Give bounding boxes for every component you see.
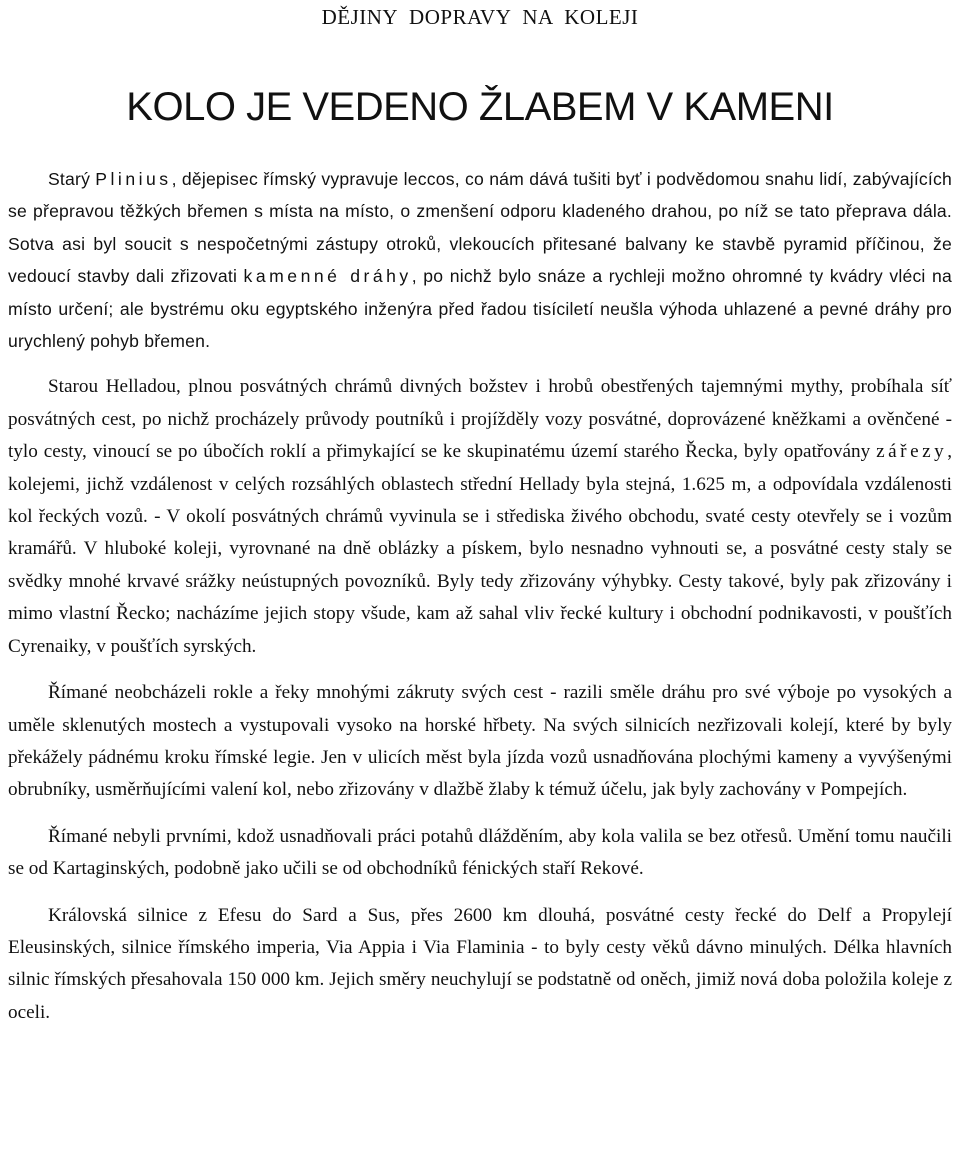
paragraph-1-middle: , dějepisec římský vypravuje leccos, co nám dává tušiti byť i podvědomou snahu lidí, zabývajících se přepravou těžkých břemen s místa na místo, o zmenšení odporu kladeného drahou, po níž se tato přeprava dála. Sotva asi byl soucit s nespočetnými zástupy otroků, vlekoucích přitesané balvany ke stavbě pyramid příčinou, že vedoucí stavby dali zřizovati — [8, 169, 953, 287]
body-text — [8, 163, 952, 1029]
spaced-term-zarezy: zářezy — [876, 441, 948, 463]
paragraph-1-end: , po nichž bylo snáze a rychleji možno ohromné ty kvádry vléci na místo určení; ale bystrému oku egyptského inženýra před řadou tisíciletí neušla výhoda uhlazené a pevné dráhy pro urychlený pohyb břemen. — [8, 266, 953, 352]
paragraph-1 — [8, 163, 952, 357]
paragraph-5: Královská silnice z Efesu do Sard a Sus, přes 2600 km dlouhá, posvátné cesty řecké do Delf a Propylejí Eleusinských, silnice římského imperia, Via Appia i Via Flaminia - to byly cesty věků dávno minulých. Délka hlavních silnic římských přesahovala 150 000 km. Jejich směry neuchylují se podstatně od oněch, jimiž nová doba položila koleje z oceli. — [8, 904, 952, 1023]
spaced-term-kamenne-drahy: kamenné dráhy — [243, 266, 412, 287]
spaced-name-plinius: Plinius — [95, 169, 172, 189]
paragraph-1-start: Starý — [48, 169, 96, 189]
paragraph-2-end: , kolejemi, jichž vzdálenost v celých rozsáhlých oblastech střední Hellady byla stejná, 1.625 m, a odpovídala vzdálenosti kol řeckých vozů. - V okolí posvátných chrámů vyvinula se i střediska živého obchodu, svaté cesty otevřely se i vozům kramářů. V hluboké koleji, vyrovnané na dně oblázky a pískem, bylo nesnadno vyhnouti se, a posvátné cesty staly se svědky mnohé krvavé srážky neústupných povozníků. Byly tedy zřizovány výhybky. Cesty takové, byly pak zřizovány i mimo vlastní Řecko; nacházíme jejich stopy všude, kam až sahal vliv řecké kultury i obchodní podnikavosti, v poušťích Cyrenaiky, v poušťích syrských. — [8, 441, 952, 657]
paragraph-4: Římané nebyli prvními, kdož usnadňovali práci potahů dlážděním, aby kola valila se bez otřesů. Umění tomu naučili se od Kartaginských, podobně jako učili se od obchodníků fénických staří Rekové. — [8, 825, 952, 880]
running-head: DĚJINY DOPRAVY NA KOLEJI — [321, 5, 639, 29]
paragraph-3: Římané neobcházeli rokle a řeky mnohými zákruty svých cest - razili směle dráhu pro své výboje po vysokých a uměle sklenutých mostech a vystupovali vysoko na horské hřbety. Na svých silnicích nezřizovali kolejí, které by byly překážely pádnému kroku římské legie. Jen v ulicích měst byla jízda vozů usnadňována plochými kameny a vyvýšenými obrubníky, usměrňujícími valení kol, nebo zřizovány v dlažbě žlaby k témuž účelu, jak byly zachovány v Pompejích. — [8, 682, 952, 801]
paragraph-2 — [8, 371, 952, 663]
chapter-title: KOLO JE VEDENO ŽLABEM V KAMENI — [126, 85, 834, 129]
paragraph-2-start: Starou Helladou, plnou posvátných chrámů divných božstev i hrobů obestřených tajemnými mythy, probíhala síť posvátných cest, po nichž procházely průvody poutníků i projížděly vozy posvátné, doprovázené kněžkami a ověnčené - tylo cesty, vinoucí se po úbočích roklí a přimykající se ke skupinatému území starého Řecka, byly opatřovány — [8, 376, 952, 463]
